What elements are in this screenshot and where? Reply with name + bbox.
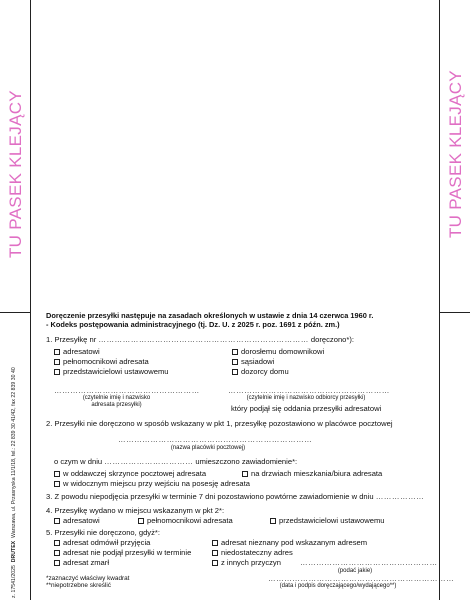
checkbox[interactable] bbox=[212, 560, 218, 566]
s1-option-left-3[interactable]: przedstawicielowi ustawowemu bbox=[54, 367, 169, 376]
s4-option-1[interactable]: adresatowi bbox=[54, 516, 100, 525]
s1-option-left-1[interactable]: adresatowi bbox=[54, 347, 100, 356]
s5-option-right-2[interactable]: niedostateczny adres bbox=[212, 548, 293, 557]
s5-option-left-3[interactable]: adresat zmarł bbox=[54, 558, 109, 567]
checkbox[interactable] bbox=[138, 518, 144, 524]
post-office-name-field[interactable]: ……………………………………………………………… bbox=[118, 435, 313, 444]
printer-imprint bbox=[11, 367, 17, 598]
s1-option-left-2[interactable]: pełnomocnikowi adresata bbox=[54, 357, 149, 366]
s5-option-left-2[interactable]: adresat nie podjął przesyłki w terminie bbox=[54, 548, 191, 557]
notice-date-field[interactable]: …………………………… bbox=[104, 457, 194, 466]
section-1-prefix: 1. Przesyłkę nr bbox=[46, 335, 97, 344]
addressee-signature-caption: (czytelnie imię i nazwisko adresata przesyłki) bbox=[82, 395, 151, 409]
notice-line: o czym w dniu …………………………… umieszczono zawiadomienie*: bbox=[54, 457, 298, 466]
addressee-signature-field[interactable]: ……………………………………………… bbox=[54, 386, 200, 395]
s2-option-door[interactable]: na drzwiach mieszkania/biura adresata bbox=[242, 469, 382, 478]
other-reason-field[interactable]: …………………………………………… bbox=[300, 558, 438, 567]
parcel-number-field[interactable]: …………………………………………………………………… bbox=[98, 335, 309, 344]
paste-strip-label: TU PASEK KLEJĄCY bbox=[6, 90, 25, 258]
checkbox[interactable] bbox=[54, 481, 60, 487]
post-office-caption: (nazwa placówki pocztowej) bbox=[170, 445, 246, 451]
form-title-line1: Doręczenie przesyłki następuje na zasadach określonych w ustawie z dnia 14 czerwca 1960 r. bbox=[46, 311, 374, 320]
strip-divider bbox=[0, 312, 30, 313]
date-signature-field[interactable]: …………………………………………………………… bbox=[268, 574, 455, 583]
checkbox[interactable] bbox=[54, 540, 60, 546]
section-1-header bbox=[46, 335, 354, 344]
printer-logo: DRUTEX bbox=[11, 540, 17, 563]
s5-option-right-1[interactable]: adresat nieznany pod wskazanym adresem bbox=[212, 538, 367, 547]
date-signature-caption: (data i podpis doręczającego/wydającego**) bbox=[279, 583, 397, 589]
second-notice-date-field[interactable]: ……………… bbox=[375, 492, 425, 501]
checkbox[interactable] bbox=[54, 518, 60, 524]
s5-option-right-3[interactable]: z innych przyczyn bbox=[212, 558, 281, 567]
strip-divider bbox=[440, 312, 470, 313]
checkbox[interactable] bbox=[270, 518, 276, 524]
printer-note-b: Warszawa, ul. Przasnyska 11/1/18, tel.: 22 839 30 41/42, fax 22 839 30 40 bbox=[11, 367, 17, 538]
section-2-text: 2. Przesyłki nie doręczono w sposób wskazany w pkt 1, przesyłkę pozostawiono w placówce pocztowej bbox=[46, 419, 393, 428]
section-5-text: 5. Przesyłki nie doręczono, gdyż*: bbox=[46, 528, 160, 537]
s2-option-mailbox[interactable]: w oddawczej skrzynce pocztowej adresata bbox=[54, 469, 206, 478]
checkbox[interactable] bbox=[242, 471, 248, 477]
paste-strip-label: TU PASEK KLEJĄCY bbox=[446, 70, 465, 238]
form-title-line2: - Kodeks postępowania administracyjnego (tj. Dz. U. z 2025 r. poz. 1691 z późn. zm.) bbox=[46, 320, 340, 329]
section-1-suffix: doręczono*): bbox=[310, 335, 354, 344]
printer-note-a: z. 17541/2025 bbox=[11, 565, 17, 598]
checkbox[interactable] bbox=[54, 550, 60, 556]
checkbox[interactable] bbox=[54, 359, 60, 365]
right-adhesive-strip bbox=[439, 0, 470, 600]
recipient-signature-field[interactable]: …………………………………………………… bbox=[228, 386, 390, 395]
checkbox[interactable] bbox=[54, 560, 60, 566]
footnote-strike: **niepotrzebne skreślić bbox=[46, 582, 112, 589]
recipient-signature-note: który podjął się oddania przesyłki adresatowi bbox=[231, 404, 382, 413]
s2-option-entrance[interactable]: w widocznym miejscu przy wejściu na posesję adresata bbox=[54, 479, 250, 488]
recipient-signature-caption: (czytelnie imię i nazwisko odbiorcy przesyłki) bbox=[246, 395, 366, 401]
section-4-text: 4. Przesyłkę wydano w miejscu wskazanym w pkt 2*: bbox=[46, 506, 225, 515]
s1-option-right-1[interactable]: dorosłemu domownikowi bbox=[232, 347, 324, 356]
checkbox[interactable] bbox=[54, 471, 60, 477]
checkbox[interactable] bbox=[232, 349, 238, 355]
s1-option-right-3[interactable]: dozorcy domu bbox=[232, 367, 289, 376]
checkbox[interactable] bbox=[232, 369, 238, 375]
s1-option-right-2[interactable]: sąsiadowi bbox=[232, 357, 274, 366]
s4-option-2[interactable]: pełnomocnikowi adresata bbox=[138, 516, 233, 525]
checkbox[interactable] bbox=[54, 349, 60, 355]
footnote-checkbox: *zaznaczyć właściwy kwadrat bbox=[46, 575, 130, 582]
checkbox[interactable] bbox=[232, 359, 238, 365]
s4-option-3[interactable]: przedstawicielowi ustawowemu bbox=[270, 516, 385, 525]
other-reason-caption: (podać jakie) bbox=[337, 568, 373, 574]
left-adhesive-strip bbox=[0, 0, 31, 600]
section-3-line: 3. Z powodu niepodjęcia przesyłki w terminie 7 dni pozostawiono powtórne zawiadomienie w dniu ……………… bbox=[46, 492, 425, 501]
checkbox[interactable] bbox=[212, 540, 218, 546]
checkbox[interactable] bbox=[54, 369, 60, 375]
s5-option-left-1[interactable]: adresat odmówił przyjęcia bbox=[54, 538, 150, 547]
checkbox[interactable] bbox=[212, 550, 218, 556]
